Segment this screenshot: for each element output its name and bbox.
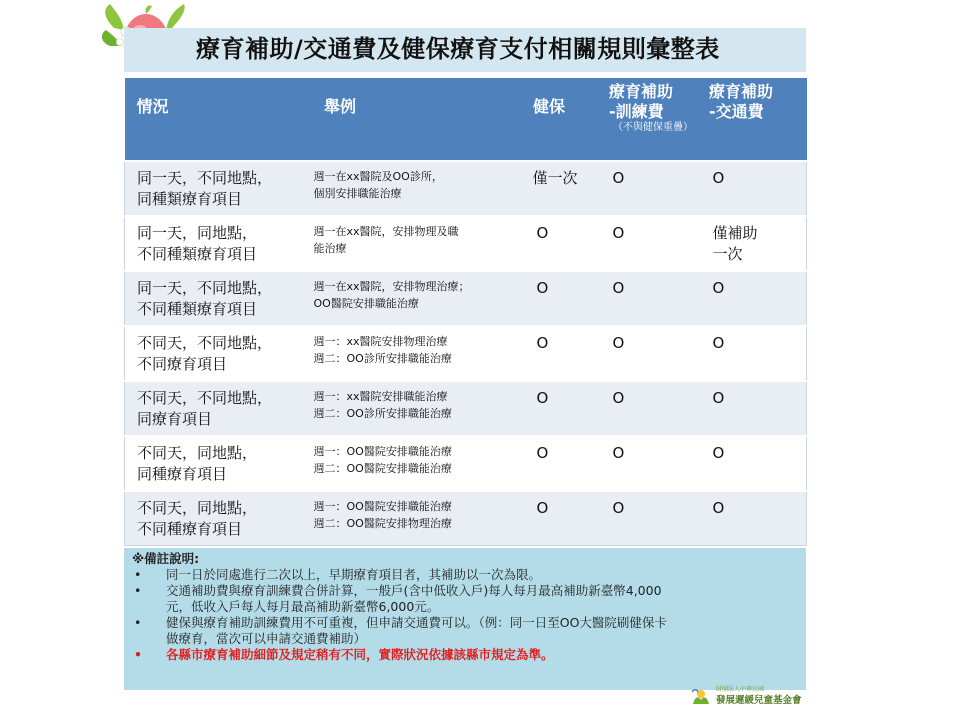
training-cell: O	[612, 499, 625, 517]
bullet: •	[134, 583, 142, 598]
example-line: 週二：OO醫院安排物理治療	[313, 517, 452, 530]
training-cell: O	[612, 169, 625, 187]
note-line: 交通補助費與療育訓練費合併計算，一般戶(含中低收入戶)每人每月最高補助新臺幣4,000	[166, 583, 662, 598]
foundation-logo	[690, 684, 810, 708]
table-header-row	[125, 78, 807, 161]
transport-cell: O	[712, 389, 725, 407]
situation-line: 不同種療育項目	[137, 520, 243, 538]
header-example: 舉例	[312, 78, 531, 161]
header-transport-line2: -交通費	[709, 102, 764, 121]
bullet: •	[134, 615, 142, 630]
note-item	[132, 583, 798, 615]
situation-line: 同種療育項目	[137, 465, 228, 483]
note-line: 同一日於同處進行二次以上，早期療育項目者，其補助以一次為限。	[166, 567, 542, 582]
note-line: 做療育，當次可以申請交通費補助）	[166, 631, 367, 646]
note-item-warning	[132, 647, 798, 663]
table-row	[125, 271, 807, 326]
bullet: •	[134, 647, 142, 662]
notes-box	[124, 548, 806, 690]
header-training-line1: 療育補助	[609, 82, 674, 101]
example-line: 週二：OO診所安排職能治療	[313, 352, 452, 365]
example-line: 週一在xx醫院，安排物理治療；	[313, 280, 470, 293]
note-line: 各縣市療育補助細節及規定稍有不同，實際狀況依據該縣市規定為準。	[166, 647, 554, 662]
example-line: 週一在xx醫院及OO診所，	[313, 170, 443, 183]
training-cell: O	[612, 444, 625, 462]
header-situation: 情況	[125, 78, 312, 161]
example-line: 週一：xx醫院安排物理治療	[313, 335, 448, 348]
training-cell: O	[612, 334, 625, 352]
example-line: 個別安排職能治療	[313, 187, 402, 200]
situation-line: 不同天，不同地點，	[137, 389, 273, 407]
transport-cell: O	[712, 334, 725, 352]
header-transport-line1: 療育補助	[709, 82, 774, 101]
situation-line: 不同天，不同地點，	[137, 334, 273, 352]
table-row	[125, 436, 807, 491]
notes-list	[132, 567, 798, 663]
example-line: 週一在xx醫院，安排物理及職	[313, 225, 459, 238]
insurance-cell: O	[536, 389, 549, 407]
note-line: 元，低收入戶每人每月最高補助新臺幣6,000元。	[166, 599, 440, 614]
situation-line: 不同天，同地點，	[137, 444, 258, 462]
situation-line: 同一天，不同地點，	[137, 279, 273, 297]
logo-small-text: 財團法人中華民國	[716, 686, 765, 693]
example-line: 能治療	[313, 242, 347, 255]
transport-cell: O	[712, 499, 725, 517]
situation-line: 不同種類療育項目	[137, 300, 258, 318]
situation-line: 不同天，同地點，	[137, 499, 258, 517]
transport-cell: 僅補助	[712, 224, 758, 242]
note-line: 健保與療育補助訓練費用不可重複，但申請交通費可以。（例：同一日至OO大醫院刷健保卡	[166, 615, 667, 630]
header-insurance: 健保	[531, 78, 607, 161]
table-row	[125, 491, 807, 546]
transport-cell: O	[712, 444, 725, 462]
training-cell: O	[612, 389, 625, 407]
header-training-note: （不與健保重疊）	[613, 122, 693, 133]
situation-line: 同療育項目	[137, 410, 213, 428]
example-line: 週一：OO醫院安排職能治療	[313, 445, 452, 458]
insurance-cell: 僅一次	[532, 169, 578, 187]
insurance-cell: O	[536, 499, 549, 517]
logo-org-name: 發展遲緩兒童基金會	[716, 695, 802, 706]
training-cell: O	[612, 279, 625, 297]
insurance-cell: O	[536, 444, 549, 462]
table-row	[125, 161, 807, 216]
example-line: 週一：xx醫院安排職能治療	[313, 390, 448, 403]
example-line: 週一：OO醫院安排職能治療	[313, 500, 452, 513]
insurance-cell: O	[536, 279, 549, 297]
situation-line: 不同種類療育項目	[137, 245, 258, 263]
insurance-cell: O	[536, 334, 549, 352]
page-title: 療育補助/交通費及健保療育支付相關規則彙整表	[196, 35, 720, 63]
example-line: 週二：OO診所安排職能治療	[313, 407, 452, 420]
situation-line: 不同療育項目	[137, 355, 228, 373]
note-item	[132, 615, 798, 647]
table-row	[125, 326, 807, 381]
rules-table	[124, 78, 807, 546]
training-cell: O	[612, 224, 625, 242]
table-row	[125, 381, 807, 436]
transport-cell: 一次	[712, 245, 743, 263]
situation-line: 同種類療育項目	[137, 190, 243, 208]
insurance-cell: O	[536, 224, 549, 242]
notes-title: ※備註說明:	[132, 551, 200, 566]
header-training-fee	[607, 78, 705, 161]
table-row	[125, 216, 807, 271]
bullet: •	[134, 567, 142, 582]
situation-line: 同一天，同地點，	[137, 224, 258, 242]
situation-line: 同一天，不同地點，	[137, 169, 273, 187]
header-transport-fee	[705, 78, 807, 161]
header-training-line2: -訓練費	[609, 102, 664, 121]
transport-cell: O	[712, 169, 725, 187]
foundation-logo-icon	[690, 686, 712, 706]
note-item	[132, 567, 798, 583]
transport-cell: O	[712, 279, 725, 297]
example-line: 週二：OO醫院安排職能治療	[313, 462, 452, 475]
example-line: OO醫院安排職能治療	[313, 297, 419, 310]
